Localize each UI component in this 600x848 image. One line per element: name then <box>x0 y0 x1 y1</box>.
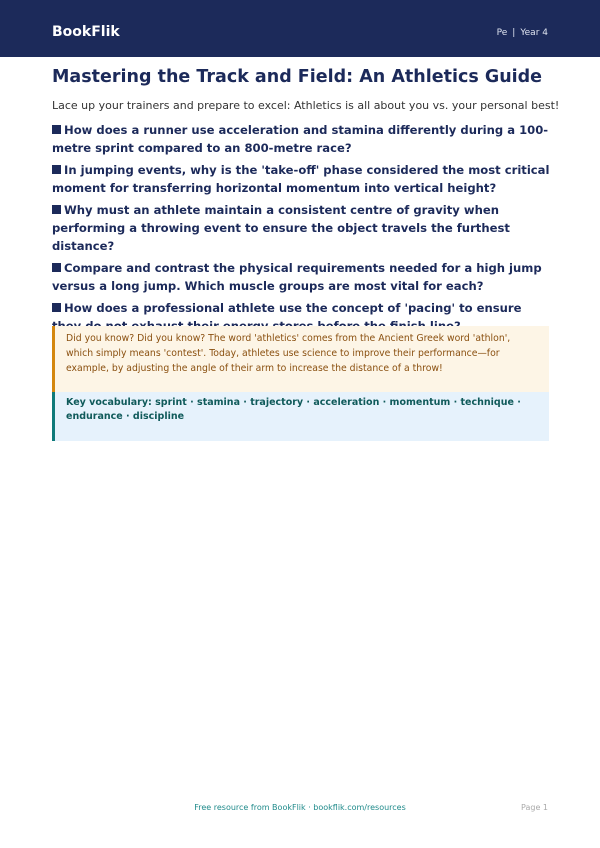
square-bullet-icon <box>52 303 61 312</box>
question-list <box>52 121 552 339</box>
square-bullet-icon <box>52 125 61 134</box>
question-text: How does a runner use acceleration and stamina differently during a 100-metre sprint compared to an 800-metre race? <box>52 123 549 155</box>
vocabulary-box: Key vocabulary: sprint · stamina · trajectory · acceleration · momentum · technique · endurance · discipline <box>52 392 549 441</box>
fact-callout: Did you know? Did you know? The word 'athletics' comes from the Ancient Greek word 'athlon', which simply means 'contest'. Today, athletes use science to improve their performance—for example, by adjusting the angle of their arm to increase the distance of a throw! <box>52 326 549 392</box>
question-text: How does a professional athlete use the concept of 'pacing' to ensure <box>64 301 522 315</box>
question-item <box>52 121 552 157</box>
question-item <box>52 161 552 197</box>
question-text: In jumping events, why is the 'take-off' phase considered the most critical moment for transferring horizontal momentum into vertical height? <box>52 163 550 195</box>
intro-text: Lace up your trainers and prepare to excel: Athletics is all about you vs. your personal best! <box>52 99 560 112</box>
year-label: Year 4 <box>520 28 548 38</box>
square-bullet-icon <box>52 263 61 272</box>
square-bullet-icon <box>52 205 61 214</box>
question-item <box>52 259 552 295</box>
brand-logo[interactable]: BookFlik <box>52 24 120 40</box>
subject-label: Pe <box>496 28 508 38</box>
footer-link[interactable]: Free resource from BookFlik · bookflik.com/resources <box>194 803 406 812</box>
page-title: Mastering the Track and Field: An Athletics Guide <box>52 67 543 87</box>
meta-separator: | <box>512 28 516 38</box>
question-text: Compare and contrast the physical requirements needed for a high jump versus a long jump. Which muscle groups are most vital for each? <box>52 261 542 293</box>
square-bullet-icon <box>52 165 61 174</box>
page-number: Page 1 <box>521 803 548 812</box>
header-bar <box>0 0 600 57</box>
question-item <box>52 201 552 255</box>
question-text: Why must an athlete maintain a consistent centre of gravity when performing a throwing event to ensure the object travels the furthest distance? <box>52 203 510 253</box>
header-meta <box>497 27 548 39</box>
